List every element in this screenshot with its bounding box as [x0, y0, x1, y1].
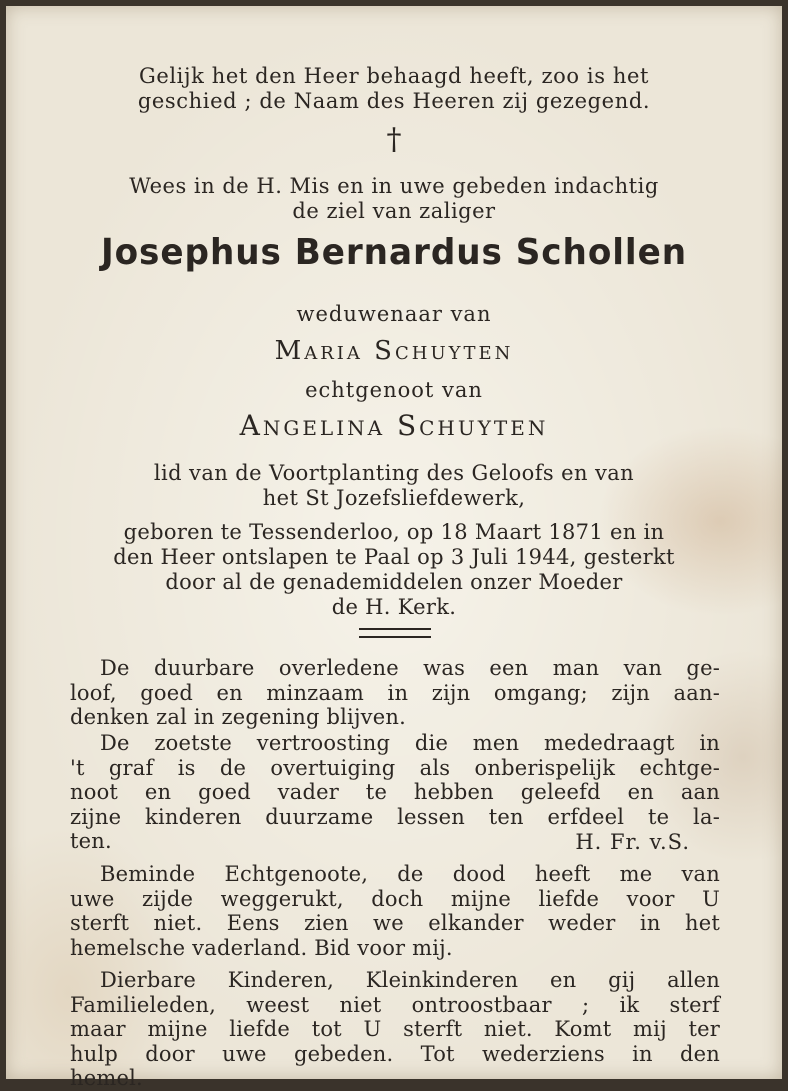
spouse-name-2: Angelina Schuyten	[239, 409, 549, 442]
paragraph-line: loof, goed en minzaam in zijn omgang; zijn aan-	[70, 680, 720, 705]
paragraph-line: hulp door uwe gebeden. Tot wederziens in den	[70, 1041, 720, 1066]
paragraph-line: Familieleden, weest niet ontroostbaar ; ik sterf	[70, 992, 720, 1017]
paragraph-line: uwe zijde weggerukt, doch mijne liefde voor U	[70, 886, 720, 911]
request-line-1: Wees in de H. Mis en in uwe gebeden indachtig	[129, 174, 659, 198]
membership-line-2: het St Jozefsliefdewerk,	[262, 486, 526, 510]
birth-death-line-3: door al de genademiddelen onzer Moeder	[165, 570, 623, 594]
paragraph-to-wife	[70, 862, 720, 960]
paragraph-line: De zoetste vertroosting die men mededraagt in	[100, 731, 720, 755]
paragraph-line: hemelsche vaderland. Bid voor mij.	[70, 935, 453, 960]
paragraph-line: ten.	[70, 829, 112, 854]
paragraph-line: maar mijne liefde tot U sterft niet. Komt mij ter	[70, 1017, 720, 1042]
memorial-card	[6, 6, 782, 1091]
paragraph-character	[70, 656, 720, 730]
birth-death-line-1: geboren te Tessenderloo, op 18 Maart 1871 en in	[123, 520, 665, 544]
relation-husband: echtgenoot van	[305, 378, 483, 402]
preamble-line-1: Gelijk het den Heer behaagd heeft, zoo is het	[138, 64, 650, 88]
birth-death-line-4: de H. Kerk.	[331, 595, 457, 619]
paragraph-line: 't graf is de overtuiging als onberispelijk echtge-	[70, 755, 720, 780]
paragraph-line: zijne kinderen duurzame lessen ten erfdeel te la-	[70, 804, 720, 829]
paragraph-line: De duurbare overledene was een man van ge-	[100, 656, 720, 680]
request-line-2: de ziel van zaliger	[292, 199, 496, 223]
paragraph-line: hemel.	[70, 1066, 143, 1091]
paragraph-to-children	[70, 968, 720, 1091]
paragraph-line: denken zal in zegening blijven.	[70, 705, 406, 730]
spouse-name-1: Maria Schuyten	[274, 336, 514, 366]
preamble-line-2: geschied ; de Naam des Heeren zij gezegend.	[137, 89, 651, 113]
section-divider	[359, 628, 431, 638]
cross-icon: †	[386, 122, 402, 157]
membership-line-1: lid van de Voortplanting des Geloofs en van	[153, 461, 635, 485]
relation-widower: weduwenaar van	[296, 302, 492, 326]
paragraph-line: Beminde Echtgenoote, de dood heeft me van	[100, 862, 720, 886]
deceased-name: Josephus Bernardus Schollen	[100, 232, 688, 273]
paragraph-line: sterft niet. Eens zien we elkander weder in het	[70, 911, 720, 936]
paragraph-line: Dierbare Kinderen, Kleinkinderen en gij allen	[100, 968, 720, 992]
birth-death-line-2: den Heer ontslapen te Paal op 3 Juli 1944, gesterkt	[113, 545, 675, 569]
quote-signature: H. Fr. v.S.	[575, 830, 690, 854]
paragraph-line: noot en goed vader te hebben geleefd en aan	[70, 780, 720, 805]
